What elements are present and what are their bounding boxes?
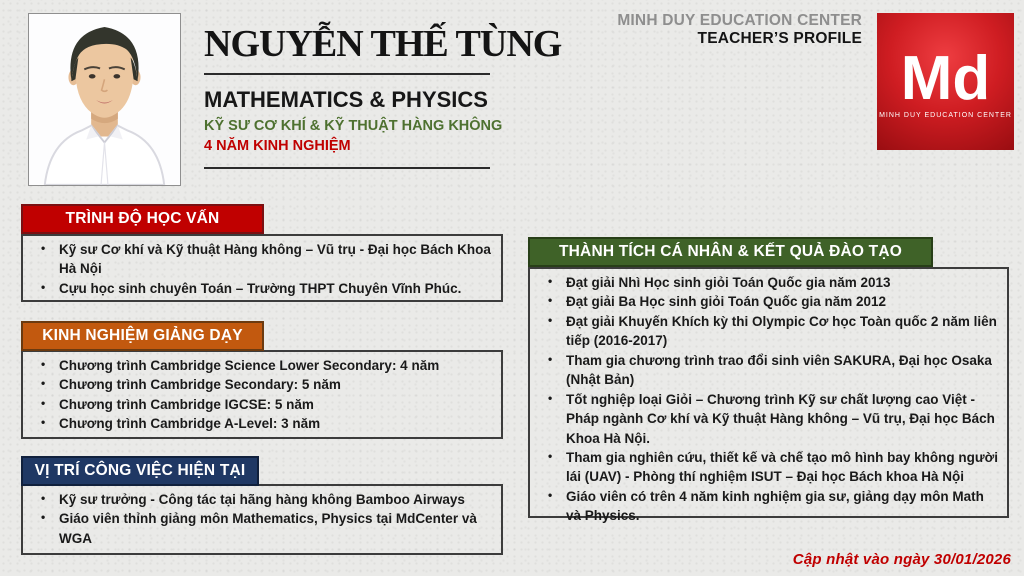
section-box-education [21,234,503,302]
section-box-achievements [528,267,1009,524]
position-list-item: • Giáo viên thỉnh giảng môn Mathematics, Physics tại MdCenter và WGA [59,509,493,548]
md-logo [877,13,1014,150]
teaching-list-item: • Chương trình Cambridge Science Lower Secondary: 4 năm [59,356,493,375]
md-logo-monogram: Md [900,43,991,113]
credential-line: KỸ SƯ CƠ KHÍ & KỸ THUẬT HÀNG KHÔNG [204,117,503,134]
teaching-list-item: • Chương trình Cambridge IGCSE: 5 năm [59,395,493,414]
teaching-list-item: • Chương trình Cambridge A-Level: 3 năm [59,414,493,433]
update-date-note: Cập nhật vào ngày 30/01/2026 [792,551,1011,568]
teacher-name: NGUYỄN THẾ TÙNG [204,23,562,65]
section-box-current-position [21,484,503,555]
document-type-label: TEACHER’S PROFILE [697,29,862,47]
teaching-list-item: • Chương trình Cambridge Secondary: 5 năm [59,375,493,394]
position-list-item: • Kỹ sư trưởng - Công tác tại hãng hàng không Bamboo Airways [59,490,493,509]
section-header-achievements: THÀNH TÍCH CÁ NHÂN & KẾT QUẢ ĐÀO TẠO [528,237,933,267]
section-header-education: TRÌNH ĐỘ HỌC VẤN [21,204,264,234]
achievements-list-item: • Tham gia nghiên cứu, thiết kế và chế tạo mô hình bay không người lái (UAV) - Phòng thí nghiệm ISUT – Đại học Bách khoa Hà Nội [566,448,999,487]
achievements-list-item: • Đạt giải Nhì Học sinh giỏi Toán Quốc gia năm 2013 [566,273,999,292]
achievements-list-item: • Tốt nghiệp loại Giỏi – Chương trình Kỹ sư chất lượng cao Việt - Pháp ngành Cơ khí và Kỹ thuật Hàng không – Vũ trụ, Đại học Bách Khoa Hà Nội. [566,390,999,448]
title-block [204,23,562,169]
md-logo-caption: MINH DUY EDUCATION CENTER [879,112,1012,120]
education-list-item: • Cựu học sinh chuyên Toán – Trường THPT Chuyên Vĩnh Phúc. [59,279,493,298]
section-box-teaching-experience [21,350,503,439]
brand-org-name: MINH DUY EDUCATION CENTER [617,12,862,29]
experience-line: 4 NĂM KINH NGHIỆM [204,137,351,154]
section-header-current-position: VỊ TRÍ CÔNG VIỆC HIỆN TẠI [21,456,259,486]
section-header-teaching-experience: KINH NGHIỆM GIẢNG DẠY [21,321,264,351]
achievements-list-item: • Tham gia chương trình trao đổi sinh viên SAKURA, Đại học Osaka (Nhật Bản) [566,351,999,390]
divider-top [204,73,490,75]
education-list-item: • Kỹ sư Cơ khí và Kỹ thuật Hàng không – Vũ trụ - Đại học Bách Khoa Hà Nội [59,240,493,279]
achievements-list-item: • Đạt giải Ba Học sinh giỏi Toán Quốc gia năm 2012 [566,292,999,311]
divider-bottom [204,167,490,169]
teacher-photo [28,13,181,186]
achievements-list-item: • Giáo viên có trên 4 năm kinh nghiệm gia sư, giảng dạy môn Math và Physics. [566,487,999,526]
brand-text [617,12,862,48]
teacher-photo-illustration [29,14,180,185]
education-list [29,240,493,298]
achievements-list-item: • Đạt giải Khuyến Khích kỳ thi Olympic Cơ học Toàn quốc 2 năm liên tiếp (2016-2017) [566,312,999,351]
subjects-line: MATHEMATICS & PHYSICS [204,86,488,112]
position-list [29,490,493,548]
achievements-list [536,273,999,526]
teaching-list [29,356,493,434]
